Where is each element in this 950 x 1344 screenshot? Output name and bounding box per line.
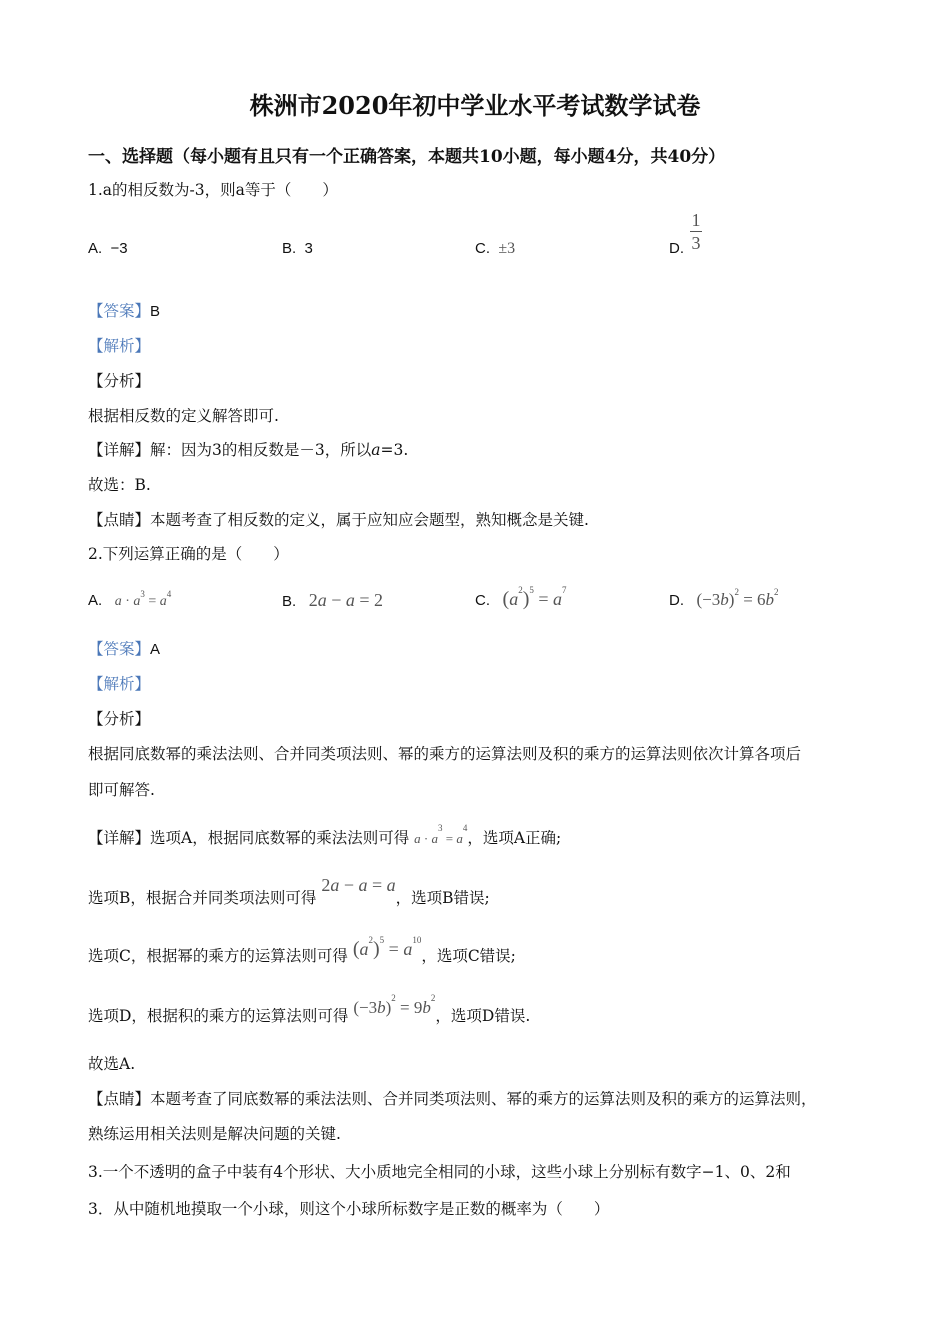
q2-fenxi-tag: 【分析】 — [88, 710, 151, 728]
q2-option-a: A. $a \cdot a^3 = a^4$ — [88, 589, 172, 609]
page-title: 株洲市2020年初中学业水平考试数学试卷 — [249, 91, 701, 120]
q1-option-c: C. ±3 — [475, 240, 516, 257]
q2-fenxi-line2: 即可解答. — [88, 781, 155, 799]
fraction-one-third: 1 3 — [691, 210, 701, 253]
q1-detail: 【详解】解：因为3的相反数是－3，所以a=3. — [88, 441, 409, 459]
q2-option-c: C. $(a^2)^5 = a^7$ — [475, 585, 567, 610]
question-3-line1: 3.一个不透明的盒子中装有4个形状、大小质地完全相同的小球，这些小球上分别标有数字−1、0、2和 — [88, 1163, 791, 1181]
question-2-stem: 2.下列运算正确的是（ ） — [88, 545, 289, 563]
question-3-line2: 3．从中随机地摸取一个小球，则这个小球所标数字是正数的概率为（ ） — [88, 1200, 610, 1218]
q1-choose: 故选：B. — [88, 476, 151, 494]
q2-option-b: B. 2a − a = 2 — [282, 590, 384, 610]
section-heading: 一、选择题（每小题有且只有一个正确答案，本题共10小题，每小题4分，共40分） — [88, 147, 726, 167]
q2-option-d: D. $(-3b)^2 = 6b^2$ — [669, 587, 779, 609]
q1-option-d: D. — [669, 240, 684, 257]
q1-option-a: A. −3 — [88, 240, 128, 257]
q2-jiexi: 【解析】 — [88, 675, 151, 693]
q2-fenxi-line1: 根据同底数幂的乘法法则、合并同类项法则、幂的乘方的运算法则及积的乘方的运算法则依次计算各项后 — [88, 745, 802, 763]
q2-choose: 故选A. — [88, 1055, 136, 1073]
q1-fenxi-tag: 【分析】 — [88, 372, 151, 390]
q2-comment-line1: 【点睛】本题考查了同底数幂的乘法法则、合并同类项法则、幂的乘方的运算法则及积的乘方的运算法则， — [88, 1090, 817, 1108]
question-1-stem: 1.a的相反数为-3，则a等于（ ） — [88, 181, 338, 199]
q1-comment: 【点睛】本题考查了相反数的定义，属于应知应会题型，熟知概念是关键. — [88, 511, 589, 529]
q1-jiexi: 【解析】 — [88, 337, 151, 355]
q1-answer: 【答案】B — [88, 302, 161, 320]
q2-detail-a: 【详解】选项A，根据同底数幂的乘法法则可得 $a \cdot a^3 = a^4$，选项A正确; — [88, 823, 562, 847]
q1-option-b: B. 3 — [282, 240, 313, 257]
q2-comment-line2: 熟练运用相关法则是解决问题的关键. — [88, 1125, 341, 1143]
q1-fenxi-text: 根据相反数的定义解答即可. — [88, 407, 279, 425]
q2-detail-d: 选项D，根据积的乘方的运算法则可得 $(-3b)^2 = 9b^2$，选项D错误. — [88, 993, 531, 1025]
q2-detail-c: 选项C，根据幂的乘方的运算法则可得 $(a^2)^5 = a^{10}$，选项C错误; — [88, 935, 516, 965]
q2-answer: 【答案】A — [88, 640, 161, 658]
q2-detail-b: 选项B，根据合并同类项法则可得 2a − a = a，选项B错误; — [88, 875, 490, 907]
